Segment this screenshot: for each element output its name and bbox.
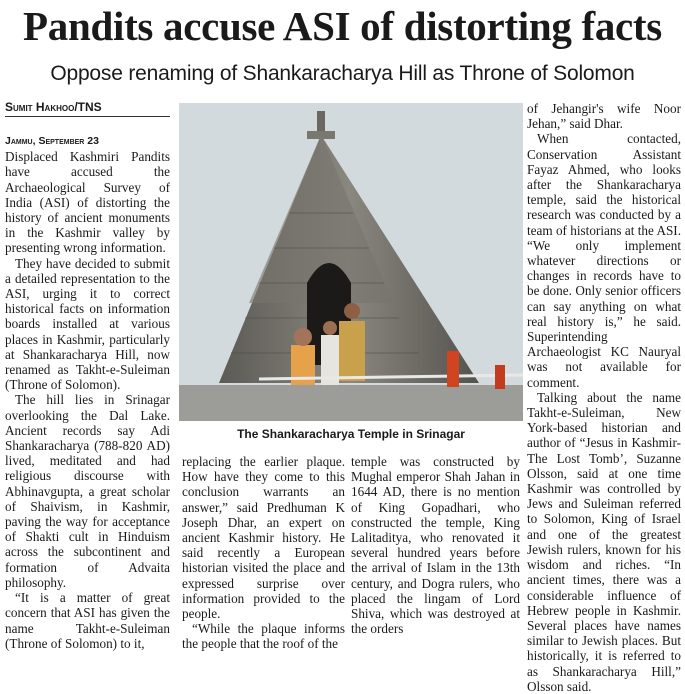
paragraph: “It is a matter of great concern that ASI has given the name Takht-e-Suleiman (Throne of Solomon) to it, [5,590,170,651]
article-column-4 [527,101,681,694]
temple-photo [179,103,523,421]
dateline: Jammu, September 23 [5,135,99,147]
article-column-1 [5,134,170,651]
photo-caption: The Shankaracharya Temple in Srinagar [237,427,465,441]
article-column-3 [351,454,520,636]
paragraph: Displaced Kashmiri Pandits have accused the Archaeological Survey of India (ASI) of distorting the history of ancient monuments in the Kashmir valley by presenting wrong information. [5,149,170,256]
paragraph: The hill lies in Srinagar overlooking the Dal Lake. Ancient records say Adi Shankaracharya (788-820 AD) lived, meditated and had religious discourse with Abhinavgupta, a great scholar of Shaivism, in Kashmir, paving the way for acceptance of Shakti cult in Hinduism across the subcontinent and formation of Advaita philosophy. [5,392,170,590]
paragraph: “While the plaque informs the people that the roof of the [182,621,345,652]
paragraph: Talking about the name Takht-e-Suleiman, New York-based historian and author of “Jesus in Kashmir-The Lost Tomb’, Suzanne Olsson, said at one time Kashmir was controlled by Jews and Suleiman referred to Solomon, King of Israel and one of the greatest Jewish rulers, known for his wisdom and riches. “In ancient times, there was a considerable influence of Hebrew people in Kashmir. Several places have names similar to Jewish places. But historically, it is referred to as Shankaracharya Hill,” Olsson said. [527,389,681,694]
subheadline: Oppose renaming of Shankaracharya Hill as Throne of Solomon [50,62,635,85]
paragraph: temple was constructed by Mughal emperor Shah Jahan in 1644 AD, there is no mention of King Gopadhari, who constructed the temple, King Lalitaditya, who renovated it several hundred years before the arrival of Islam in the 13th century, and Dogra rulers, who placed the lingam of Lord Shiva, which was destroyed at the orders [351,454,520,637]
byline: Sumit Hakhoo/TNS [5,100,170,117]
paragraph: replacing the earlier plaque. How have they come to this conclusion warrants an answer,” said Predhuman K Joseph Dhar, an expert on ancient Kashmir history. He said recently a European historian visited the place and expressed surprise over information provided to the people. [182,454,345,622]
headline: Pandits accuse ASI of distorting facts [23,3,662,49]
paragraph: of Jehangir's wife Noor Jehan,” said Dhar. [527,101,681,132]
article-column-2 [182,454,345,652]
paragraph: When contacted, Conservation Assistant Fayaz Ahmed, who looks after the Shankaracharya temple, said the historical research was conducted by a team of historians at the ASI. “We only implement whatever directions or changes in records have to be done. Only senior officers can say anything on what real history is,” he said. Superintending Archaeologist KC Nauryal was not available for comment. [527,131,681,390]
paragraph: They have decided to submit a detailed representation to the ASI, urging it to correct historical facts on information boards installed at various places in Kashmir, particularly at Shankaracharya Hill, now renamed as Takht-e-Suleiman (Throne of Solomon). [5,255,170,393]
temple-photo-icon [179,103,523,421]
